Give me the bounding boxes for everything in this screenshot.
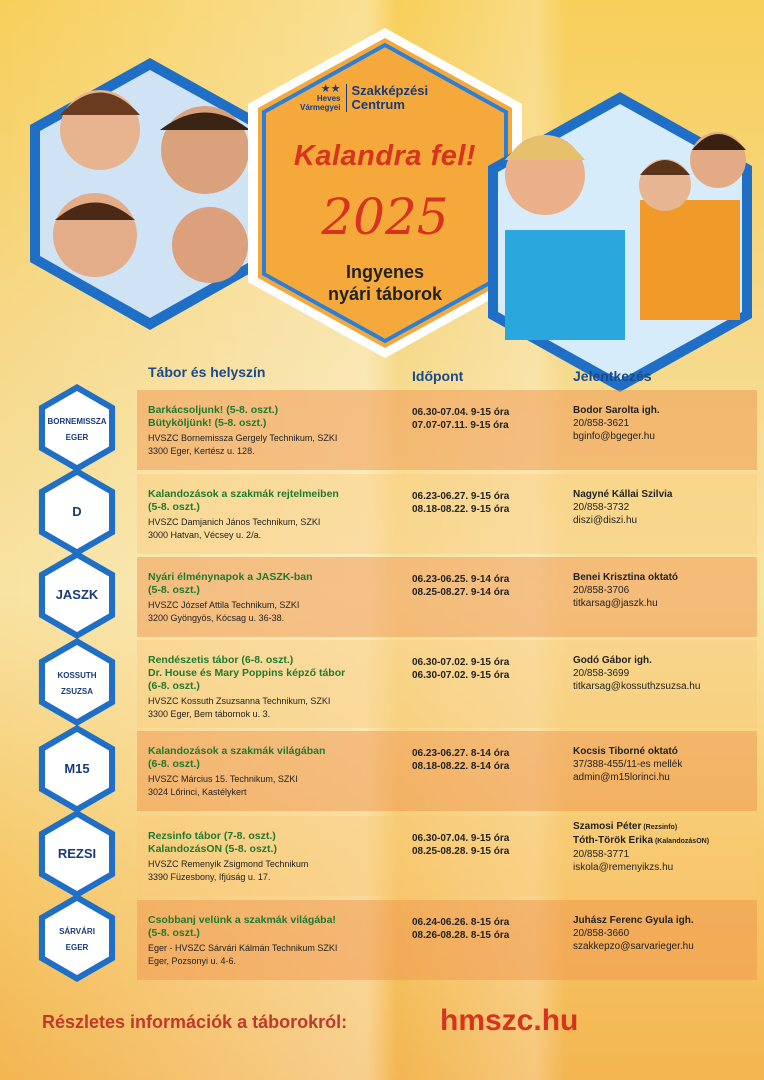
camp-dates: [412, 832, 562, 858]
date-range: 06.23-06.25. 9-14 óra: [412, 574, 510, 585]
org-name: [346, 84, 428, 113]
footer-info: Részletes információk a táborokról:: [42, 1012, 348, 1032]
contact-info: [573, 404, 758, 443]
school-logo-text: M15: [64, 761, 90, 776]
camp-info: [148, 488, 398, 541]
contact-phone[interactable]: 37/388-455/11-es mellék: [573, 759, 683, 770]
date-range: 08.25-08.28. 9-15 óra: [412, 846, 510, 857]
contact-email[interactable]: titkarsag@kossuthzsuzsa.hu: [573, 681, 701, 692]
photo-hex-right: [488, 92, 752, 392]
school-name: HVSZC Március 15. Technikum, SZKI: [148, 774, 298, 784]
col-header-camp: Tábor és helyszín: [148, 364, 266, 380]
org-name-line2: Centrum: [351, 97, 405, 112]
contact-name: Bodor Sarolta igh.: [573, 405, 660, 416]
camp-info: [148, 404, 398, 457]
contact-info: [573, 745, 758, 784]
school-name: HVSZC József Attila Technikum, SZKI: [148, 600, 300, 610]
contact-phone[interactable]: 20/858-3771: [573, 849, 630, 860]
date-range: 06.30-07.02. 9-15 óra: [412, 670, 510, 681]
contact-email[interactable]: szakkepzo@sarvarieger.hu: [573, 941, 694, 952]
contact-name: Benei Krisztina oktató: [573, 572, 679, 583]
school-address: 3390 Füzesbony, Ifjúság u. 17.: [148, 871, 271, 882]
date-range: 06.23-06.27. 8-14 óra: [412, 748, 510, 759]
contact-name: Juhász Ferenc Gyula igh.: [573, 915, 694, 926]
camp-title: Barkácsoljunk! (5-8. oszt.): [148, 404, 279, 416]
website-link[interactable]: hmszc.hu: [440, 1004, 579, 1037]
contact-info: [573, 914, 758, 953]
camp-title: (5-8. oszt.): [148, 584, 200, 596]
camp-title: Kalandozások a szakmák rejtelmeiben: [148, 488, 339, 500]
camp-dates: [412, 406, 562, 432]
camp-title: Rendészetis tábor (6-8. oszt.): [148, 654, 294, 666]
date-range: 07.07-07.11. 9-15 óra: [412, 420, 509, 431]
school-name: HVSZC Damjanich János Technikum, SZKI: [148, 517, 321, 527]
year: 2025: [321, 188, 449, 246]
subtitle-line2: nyári táborok: [327, 283, 443, 304]
contact-email[interactable]: titkarsag@jaszk.hu: [573, 598, 658, 609]
school-address: Eger, Pozsonyi u. 4-6.: [148, 955, 237, 966]
contact-person: [573, 404, 758, 417]
contact-email[interactable]: iskola@remenyikzs.hu: [573, 862, 674, 873]
camp-title: Kalandozások a szakmák világában: [148, 745, 326, 757]
camp-dates: [412, 916, 562, 942]
school-logo-hex: [32, 380, 122, 476]
camp-info: [148, 745, 398, 798]
date-range: 06.23-06.27. 9-15 óra: [412, 491, 510, 502]
school-logo-subtext: EGER: [65, 433, 89, 442]
contact-info: [573, 488, 758, 527]
camp-dates: [412, 747, 562, 773]
school-logo-hex: [32, 890, 122, 986]
date-range: 06.24-06.26. 8-15 óra: [412, 917, 510, 928]
col-header-date: Időpont: [412, 368, 464, 384]
contact-person: [573, 834, 758, 848]
date-range: 06.30-07.04. 9-15 óra: [412, 833, 510, 844]
contact-person: [573, 914, 758, 927]
camp-title: Bütyköljünk! (5-8. oszt.): [148, 417, 267, 429]
school-address: 3024 Lőrinci, Kastélykert: [148, 786, 247, 797]
school-logo-text: JASZK: [55, 587, 99, 602]
contact-info: [573, 654, 758, 693]
school-name: Eger - HVSZC Sárvári Kálmán Technikum SZKI: [148, 943, 338, 953]
camp-dates: [412, 573, 562, 599]
school-logo-hex: [32, 547, 122, 643]
camp-info: [148, 571, 398, 624]
camp-title: KalandozásON (5-8. oszt.): [148, 843, 277, 855]
camp-title: (6-8. oszt.): [148, 758, 200, 770]
camp-dates: [412, 656, 562, 682]
school-logo-subtext: EGER: [65, 943, 89, 952]
org-county-top: Heves: [316, 93, 341, 103]
school-address: 3000 Hatvan, Vécsey u. 2/a.: [148, 529, 262, 540]
school-logo-text: KOSSUTH: [57, 671, 97, 680]
date-range: 06.30-07.04. 9-15 óra: [412, 407, 510, 418]
school-logo-hex: [32, 634, 122, 730]
school-name: HVSZC Kossuth Zsuzsanna Technikum, SZKI: [148, 696, 331, 706]
camp-title: Rezsinfo tábor (7-8. oszt.): [148, 830, 276, 842]
stars-icon: ★★: [320, 82, 341, 95]
contact-person: [573, 654, 758, 667]
org-name-line1: Szakképzési: [351, 82, 429, 98]
camp-title: Nyári élménynapok a JASZK-ban: [148, 571, 313, 583]
camp-info: [148, 914, 398, 967]
contact-note: (Rezsinfo): [641, 824, 678, 831]
school-logo-subtext: ZSUZSA: [61, 687, 93, 696]
date-range: 06.30-07.02. 9-15 óra: [412, 657, 510, 668]
headline: Kalandra fel!: [293, 140, 477, 172]
col-header-contact: Jelentkezés: [573, 368, 652, 384]
contact-info: [573, 571, 758, 610]
camp-title: (5-8. oszt.): [148, 927, 200, 939]
contact-phone[interactable]: 20/858-3699: [573, 668, 630, 679]
school-logo-text: D: [72, 504, 82, 519]
school-address: 3300 Eger, Bem tábornok u. 3.: [148, 708, 271, 719]
date-range: 08.25-08.27. 9-14 óra: [412, 587, 510, 598]
camp-title: Dr. House és Mary Poppins képző tábor: [148, 667, 346, 679]
school-logo-text: REZSI: [57, 846, 97, 861]
camp-title: Csobbanj velünk a szakmák világába!: [148, 914, 336, 926]
school-logo-hex: [32, 721, 122, 817]
camp-title: (5-8. oszt.): [148, 501, 200, 513]
contact-person: [573, 820, 758, 834]
contact-phone[interactable]: 20/858-3706: [573, 585, 630, 596]
contact-phone[interactable]: 20/858-3621: [573, 418, 630, 429]
contact-email[interactable]: admin@m15lorinci.hu: [573, 772, 670, 783]
contact-person: [573, 571, 758, 584]
school-logo-hex: [32, 806, 122, 902]
school-address: 3300 Eger, Kertész u. 128.: [148, 445, 255, 456]
org-logo: [300, 78, 470, 118]
school-logo-hex: [32, 464, 122, 560]
photo-hex-left: [30, 58, 270, 330]
camp-info: [148, 830, 398, 883]
school-address: 3200 Gyöngyös, Kócsag u. 36-38.: [148, 612, 285, 623]
contact-phone[interactable]: 20/858-3732: [573, 502, 630, 513]
contact-name: Szamosi Péter: [573, 821, 642, 832]
school-logo-text: SÁRVÁRI: [59, 927, 95, 936]
org-county-bottom: Vármegyei: [300, 102, 341, 112]
contact-email[interactable]: bginfo@bgeger.hu: [573, 431, 655, 442]
camp-info: [148, 654, 398, 720]
contact-email[interactable]: diszi@diszi.hu: [573, 515, 638, 526]
contact-person: [573, 745, 758, 758]
date-range: 08.18-08.22. 9-15 óra: [412, 504, 510, 515]
school-name: HVSZC Remenyik Zsigmond Technikum: [148, 859, 309, 869]
contact-name: Tóth-Török Erika: [573, 835, 654, 846]
contact-phone[interactable]: 20/858-3660: [573, 928, 630, 939]
contact-person: [573, 488, 758, 501]
subtitle-line1: Ingyenes: [345, 262, 425, 282]
school-name: HVSZC Bornemissza Gergely Technikum, SZKI: [148, 433, 338, 443]
contact-name: Nagyné Kállai Szilvia: [573, 489, 673, 500]
date-range: 08.18-08.22. 8-14 óra: [412, 761, 510, 772]
date-range: 08.26-08.28. 8-15 óra: [412, 930, 510, 941]
contact-name: Godó Gábor igh.: [573, 655, 652, 666]
camp-title: (6-8. oszt.): [148, 680, 200, 692]
camp-dates: [412, 490, 562, 516]
subtitle: [290, 262, 480, 305]
contact-name: Kocsis Tiborné oktató: [573, 746, 678, 757]
contact-note: (KalandozásON): [653, 838, 710, 845]
school-logo-text: BORNEMISSZA: [47, 417, 107, 426]
contact-info: [573, 820, 758, 874]
